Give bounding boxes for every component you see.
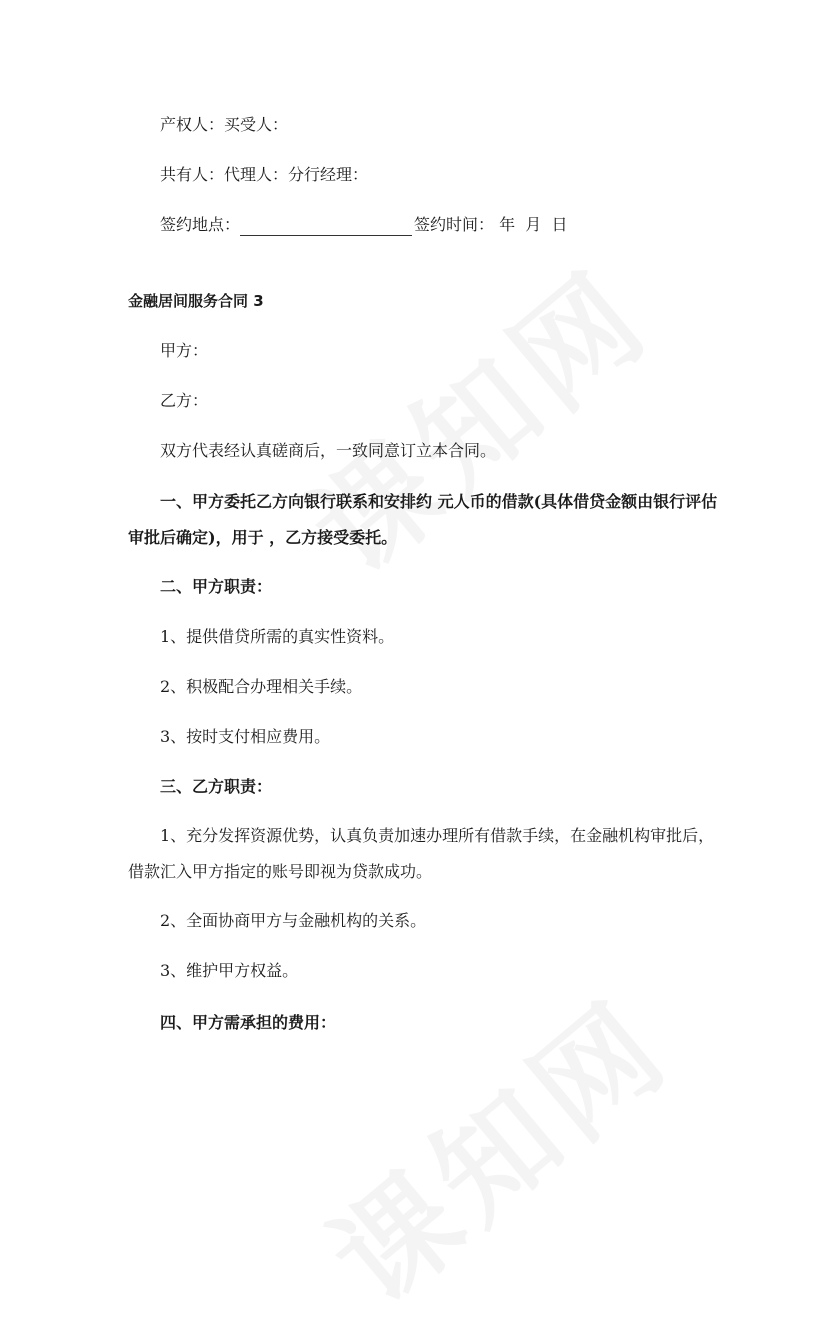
sign-place-label: 签约地点： bbox=[160, 215, 241, 234]
section-three-item: 1、充分发挥资源优势，认真负责加速办理所有借款手续，在金融机构审批后，借款汇入甲方指定的账号即视为贷款成功。 bbox=[128, 826, 715, 881]
section-two-item: 1、提供借贷所需的真实性资料。 bbox=[160, 627, 395, 646]
watermark bbox=[290, 955, 699, 1337]
section-two-item: 3、按时支付相应费用。 bbox=[160, 727, 331, 746]
party-a-line: 甲方： bbox=[160, 341, 209, 360]
section-three-item: 2、全面协商甲方与金融机构的关系。 bbox=[160, 911, 427, 930]
sign-date-fields: 年 月 日 bbox=[494, 215, 568, 234]
coowner-agent-manager-line: 共有人：代理人：分行经理： bbox=[160, 165, 369, 184]
clause-one-paragraph: 一、甲方委托乙方向银行联系和安排约 元人币的借款(具体借贷金额由银行评估审批后确定)，用于 ，乙方接受委托。 bbox=[128, 492, 718, 547]
intro-paragraph: 双方代表经认真磋商后，一致同意订立本合同。 bbox=[160, 441, 497, 460]
owner-buyer-line: 产权人：买受人： bbox=[160, 115, 289, 134]
section-three-heading: 三、乙方职责： bbox=[160, 777, 273, 796]
sign-place-time-line bbox=[160, 214, 567, 236]
party-b-line: 乙方： bbox=[160, 391, 209, 410]
section-two-item: 2、积极配合办理相关手续。 bbox=[160, 677, 363, 696]
sign-time-label: 签约时间： bbox=[414, 215, 495, 234]
contract-title: 金融居间服务合同 3 bbox=[128, 292, 264, 310]
section-two-heading: 二、甲方职责： bbox=[160, 577, 273, 596]
section-three-item: 3、维护甲方权益。 bbox=[160, 961, 299, 980]
section-four-heading: 四、甲方需承担的费用： bbox=[160, 1013, 337, 1032]
sign-place-blank bbox=[240, 219, 412, 236]
